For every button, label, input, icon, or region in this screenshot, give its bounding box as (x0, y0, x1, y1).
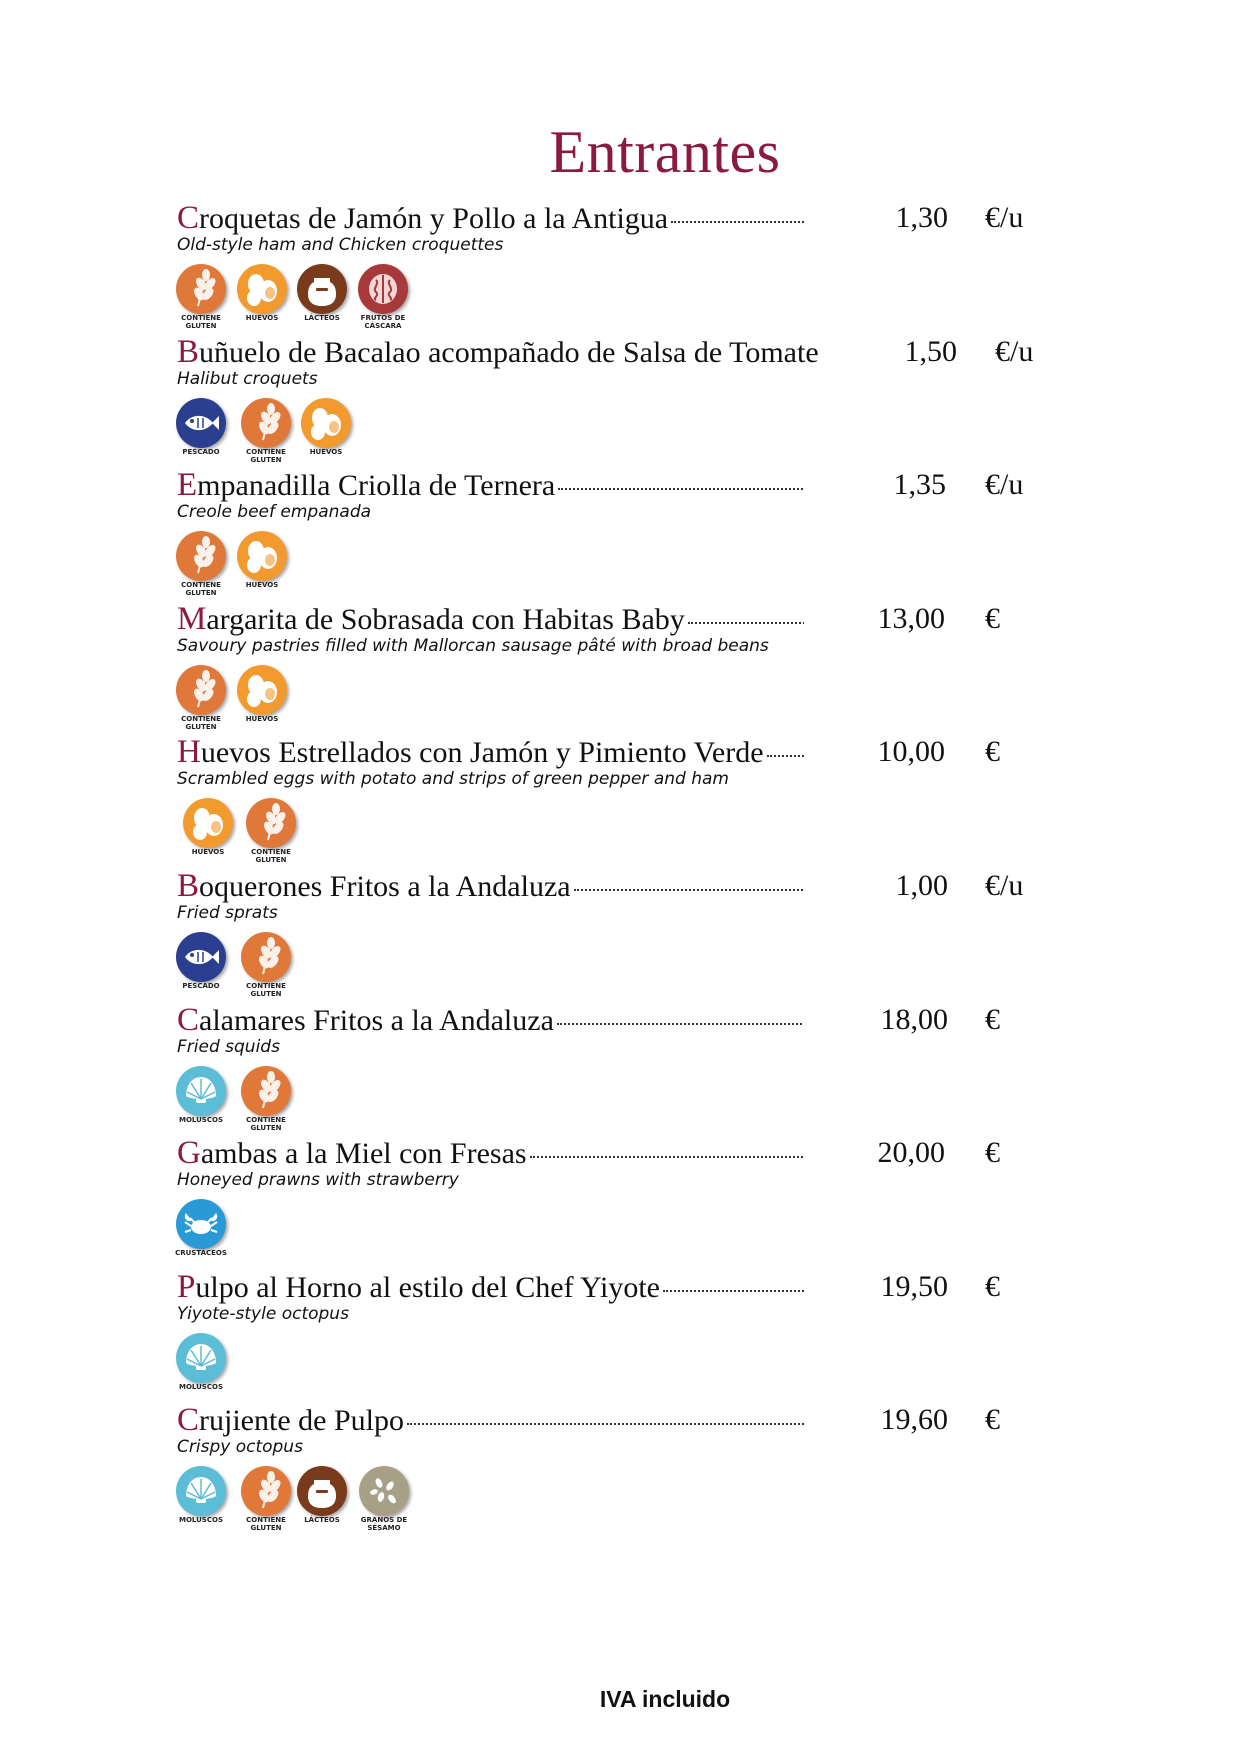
item-price: 1,35 (893, 468, 946, 502)
item-name-initial: B (177, 333, 200, 370)
item-name-text: ulpo al Horno al estilo del Chef Yiyote (195, 1270, 660, 1304)
allergen-label: CRUSTÁCEOS (175, 1249, 227, 1258)
allergen-label: CONTIENE GLUTEN (181, 314, 221, 330)
milk-jug-icon (297, 264, 347, 314)
wheat-icon (241, 932, 291, 982)
allergen-list (0, 798, 700, 868)
item-name-text: roquetas de Jamón y Pollo a la Antigua (199, 202, 669, 235)
allergen-label: HUEVOS (245, 714, 279, 723)
eggs-icon (301, 398, 351, 448)
menu-item (0, 465, 1240, 599)
item-name (177, 1000, 804, 1041)
dot-leader (557, 1023, 804, 1025)
allergen-label: CONTIENE GLUTEN (246, 1516, 286, 1533)
wheat-icon (246, 798, 296, 848)
allergen-list (0, 264, 700, 334)
item-description: Honeyed prawns with strawberry (177, 1170, 459, 1191)
item-price-unit: € (985, 735, 1000, 769)
allergen-list (0, 1333, 700, 1403)
allergen-list (0, 1466, 700, 1536)
menu-item (0, 599, 1240, 733)
item-description: Fried sprats (177, 903, 278, 923)
item-price-unit: € (985, 1002, 1000, 1036)
item-name-text: uñuelo de Bacalao acompañado de Salsa de Tomate (199, 335, 819, 369)
item-price: 18,00 (880, 1002, 948, 1036)
allergen-gluten (228, 932, 304, 1002)
page-title: Entrantes (549, 119, 781, 185)
item-name (177, 332, 877, 373)
walnut-icon (358, 264, 408, 314)
item-description: Scrambled eggs with potato and strips of green pepper and ham (177, 769, 729, 790)
fish-icon (176, 932, 226, 982)
item-price: 1,50 (904, 334, 957, 368)
item-description: Savoury pastries filled with Mallorcan sausage pâté with broad beans (177, 635, 769, 656)
item-name-text: rujiente de Pulpo (199, 1404, 404, 1438)
allergen-label: HUEVOS (245, 581, 279, 590)
allergen-list (0, 932, 700, 1002)
eggs-icon (237, 665, 287, 715)
item-price: 10,00 (877, 735, 945, 769)
item-price-unit: €/u (985, 869, 1024, 902)
allergen-label: MOLUSCOS (179, 1115, 223, 1124)
allergen-label: CONTIENE GLUTEN (181, 714, 221, 731)
shell-icon (176, 1066, 226, 1116)
item-description: Creole beef empanada (177, 502, 372, 523)
allergen-moluscos (163, 1333, 239, 1403)
item-name-text: mpanadilla Criolla de Ternera (197, 469, 556, 503)
allergen-label: CONTIENE GLUTEN (246, 447, 286, 464)
allergen-label: MOLUSCOS (179, 1382, 223, 1391)
item-price-unit: € (985, 1403, 1000, 1437)
item-price-unit: €/u (985, 468, 1024, 502)
dot-leader (663, 1290, 804, 1292)
item-name (177, 1267, 804, 1308)
item-price: 1,00 (895, 869, 948, 902)
allergen-label: CONTIENE GLUTEN (251, 848, 291, 865)
item-name (177, 732, 804, 773)
item-description: Fried squids (177, 1036, 280, 1057)
wheat-icon (241, 1066, 291, 1116)
item-name-initial: E (177, 467, 198, 504)
item-name-initial: G (177, 1135, 201, 1172)
dot-leader (407, 1423, 804, 1425)
allergen-huevos (288, 398, 364, 468)
item-name (177, 465, 804, 506)
allergen-label: GRANOS DE SÉSAMO (360, 1516, 408, 1533)
menu-item (0, 1133, 1240, 1267)
allergen-gluten (233, 798, 309, 868)
allergen-label: LÁCTEOS (304, 1516, 340, 1525)
eggs-icon (237, 264, 287, 314)
item-name-initial: C (177, 1001, 200, 1038)
sesame-icon (359, 1466, 409, 1516)
menu-item (0, 1000, 1240, 1134)
menu-item (0, 332, 1240, 466)
item-price: 20,00 (877, 1136, 945, 1170)
item-price-unit: € (985, 1136, 1000, 1170)
item-description: Yiyote-style octopus (177, 1303, 349, 1324)
menu-item (0, 732, 1240, 866)
allergen-list (0, 398, 700, 468)
item-name (177, 1133, 804, 1174)
item-price-unit: € (985, 601, 1000, 635)
menu-item (0, 866, 1240, 1000)
shell-icon (176, 1333, 226, 1383)
item-name-text: uevos Estrellados con Jamón y Pimiento Verde (200, 736, 764, 770)
dot-leader (530, 1156, 804, 1158)
vat-note: IVA incluido (599, 1686, 731, 1712)
allergen-list (0, 665, 700, 735)
item-price: 19,50 (880, 1269, 948, 1303)
item-price-unit: € (985, 1269, 1000, 1303)
item-name-initial: M (177, 600, 207, 637)
wheat-icon (176, 264, 226, 314)
item-name-initial: P (177, 1268, 196, 1305)
item-price: 1,30 (895, 201, 948, 234)
menu-item (0, 1400, 1240, 1534)
eggs-icon (237, 531, 287, 581)
item-name (177, 198, 804, 239)
allergen-list (0, 1199, 700, 1269)
item-name (177, 1400, 804, 1441)
dot-leader (558, 488, 804, 490)
allergen-label: CONTIENE GLUTEN (246, 982, 286, 998)
item-name (177, 866, 804, 907)
dot-leader (688, 622, 804, 624)
item-name-initial: C (177, 200, 200, 236)
wheat-icon (176, 531, 226, 581)
eggs-icon (183, 798, 233, 848)
allergen-label: HUEVOS (245, 314, 279, 322)
allergen-label: FRUTOS DE CÁSCARA (360, 314, 406, 330)
item-name-text: ambas a la Miel con Fresas (200, 1137, 527, 1171)
dot-leader (574, 889, 804, 891)
allergen-label: LÁCTEOS (304, 314, 340, 322)
fish-icon (176, 398, 226, 448)
menu-item (0, 198, 1240, 332)
item-name-text: oquerones Fritos a la Andaluza (199, 870, 571, 903)
shell-icon (176, 1466, 226, 1516)
wheat-icon (176, 665, 226, 715)
item-price: 13,00 (877, 601, 945, 635)
item-name (177, 599, 804, 640)
allergen-crustaceos (163, 1199, 239, 1269)
allergen-gluten (228, 1066, 304, 1136)
allergen-sesamo (346, 1466, 422, 1536)
allergen-label: MOLUSCOS (179, 1516, 223, 1525)
menu-item (0, 1267, 1240, 1401)
allergen-label: HUEVOS (191, 848, 225, 857)
allergen-list (0, 531, 700, 601)
wheat-icon (241, 398, 291, 448)
dot-leader (767, 755, 804, 757)
allergen-label: CONTIENE GLUTEN (181, 581, 221, 598)
item-price: 19,60 (880, 1403, 948, 1437)
allergen-huevos (224, 665, 300, 735)
dot-leader (671, 221, 804, 223)
item-description: Old-style ham and Chicken croquettes (177, 235, 504, 255)
allergen-label: PESCADO (182, 447, 220, 456)
allergen-list (0, 1066, 700, 1136)
allergen-frutos (345, 264, 421, 334)
item-name-text: alamares Fritos a la Andaluza (199, 1003, 554, 1037)
allergen-label: CONTIENE GLUTEN (246, 1115, 286, 1132)
item-price-unit: €/u (985, 201, 1024, 234)
item-name-initial: B (177, 868, 200, 904)
allergen-huevos (224, 531, 300, 601)
item-name-text: argarita de Sobrasada con Habitas Baby (206, 602, 685, 636)
item-name-initial: C (177, 1402, 200, 1439)
crab-icon (176, 1199, 226, 1249)
item-description: Crispy octopus (177, 1437, 303, 1458)
item-price-unit: €/u (995, 334, 1034, 368)
allergen-label: PESCADO (182, 982, 220, 990)
allergen-label: HUEVOS (309, 447, 343, 456)
item-description: Halibut croquets (177, 368, 318, 389)
item-name-initial: H (177, 734, 201, 771)
milk-jug-icon (297, 1466, 347, 1516)
